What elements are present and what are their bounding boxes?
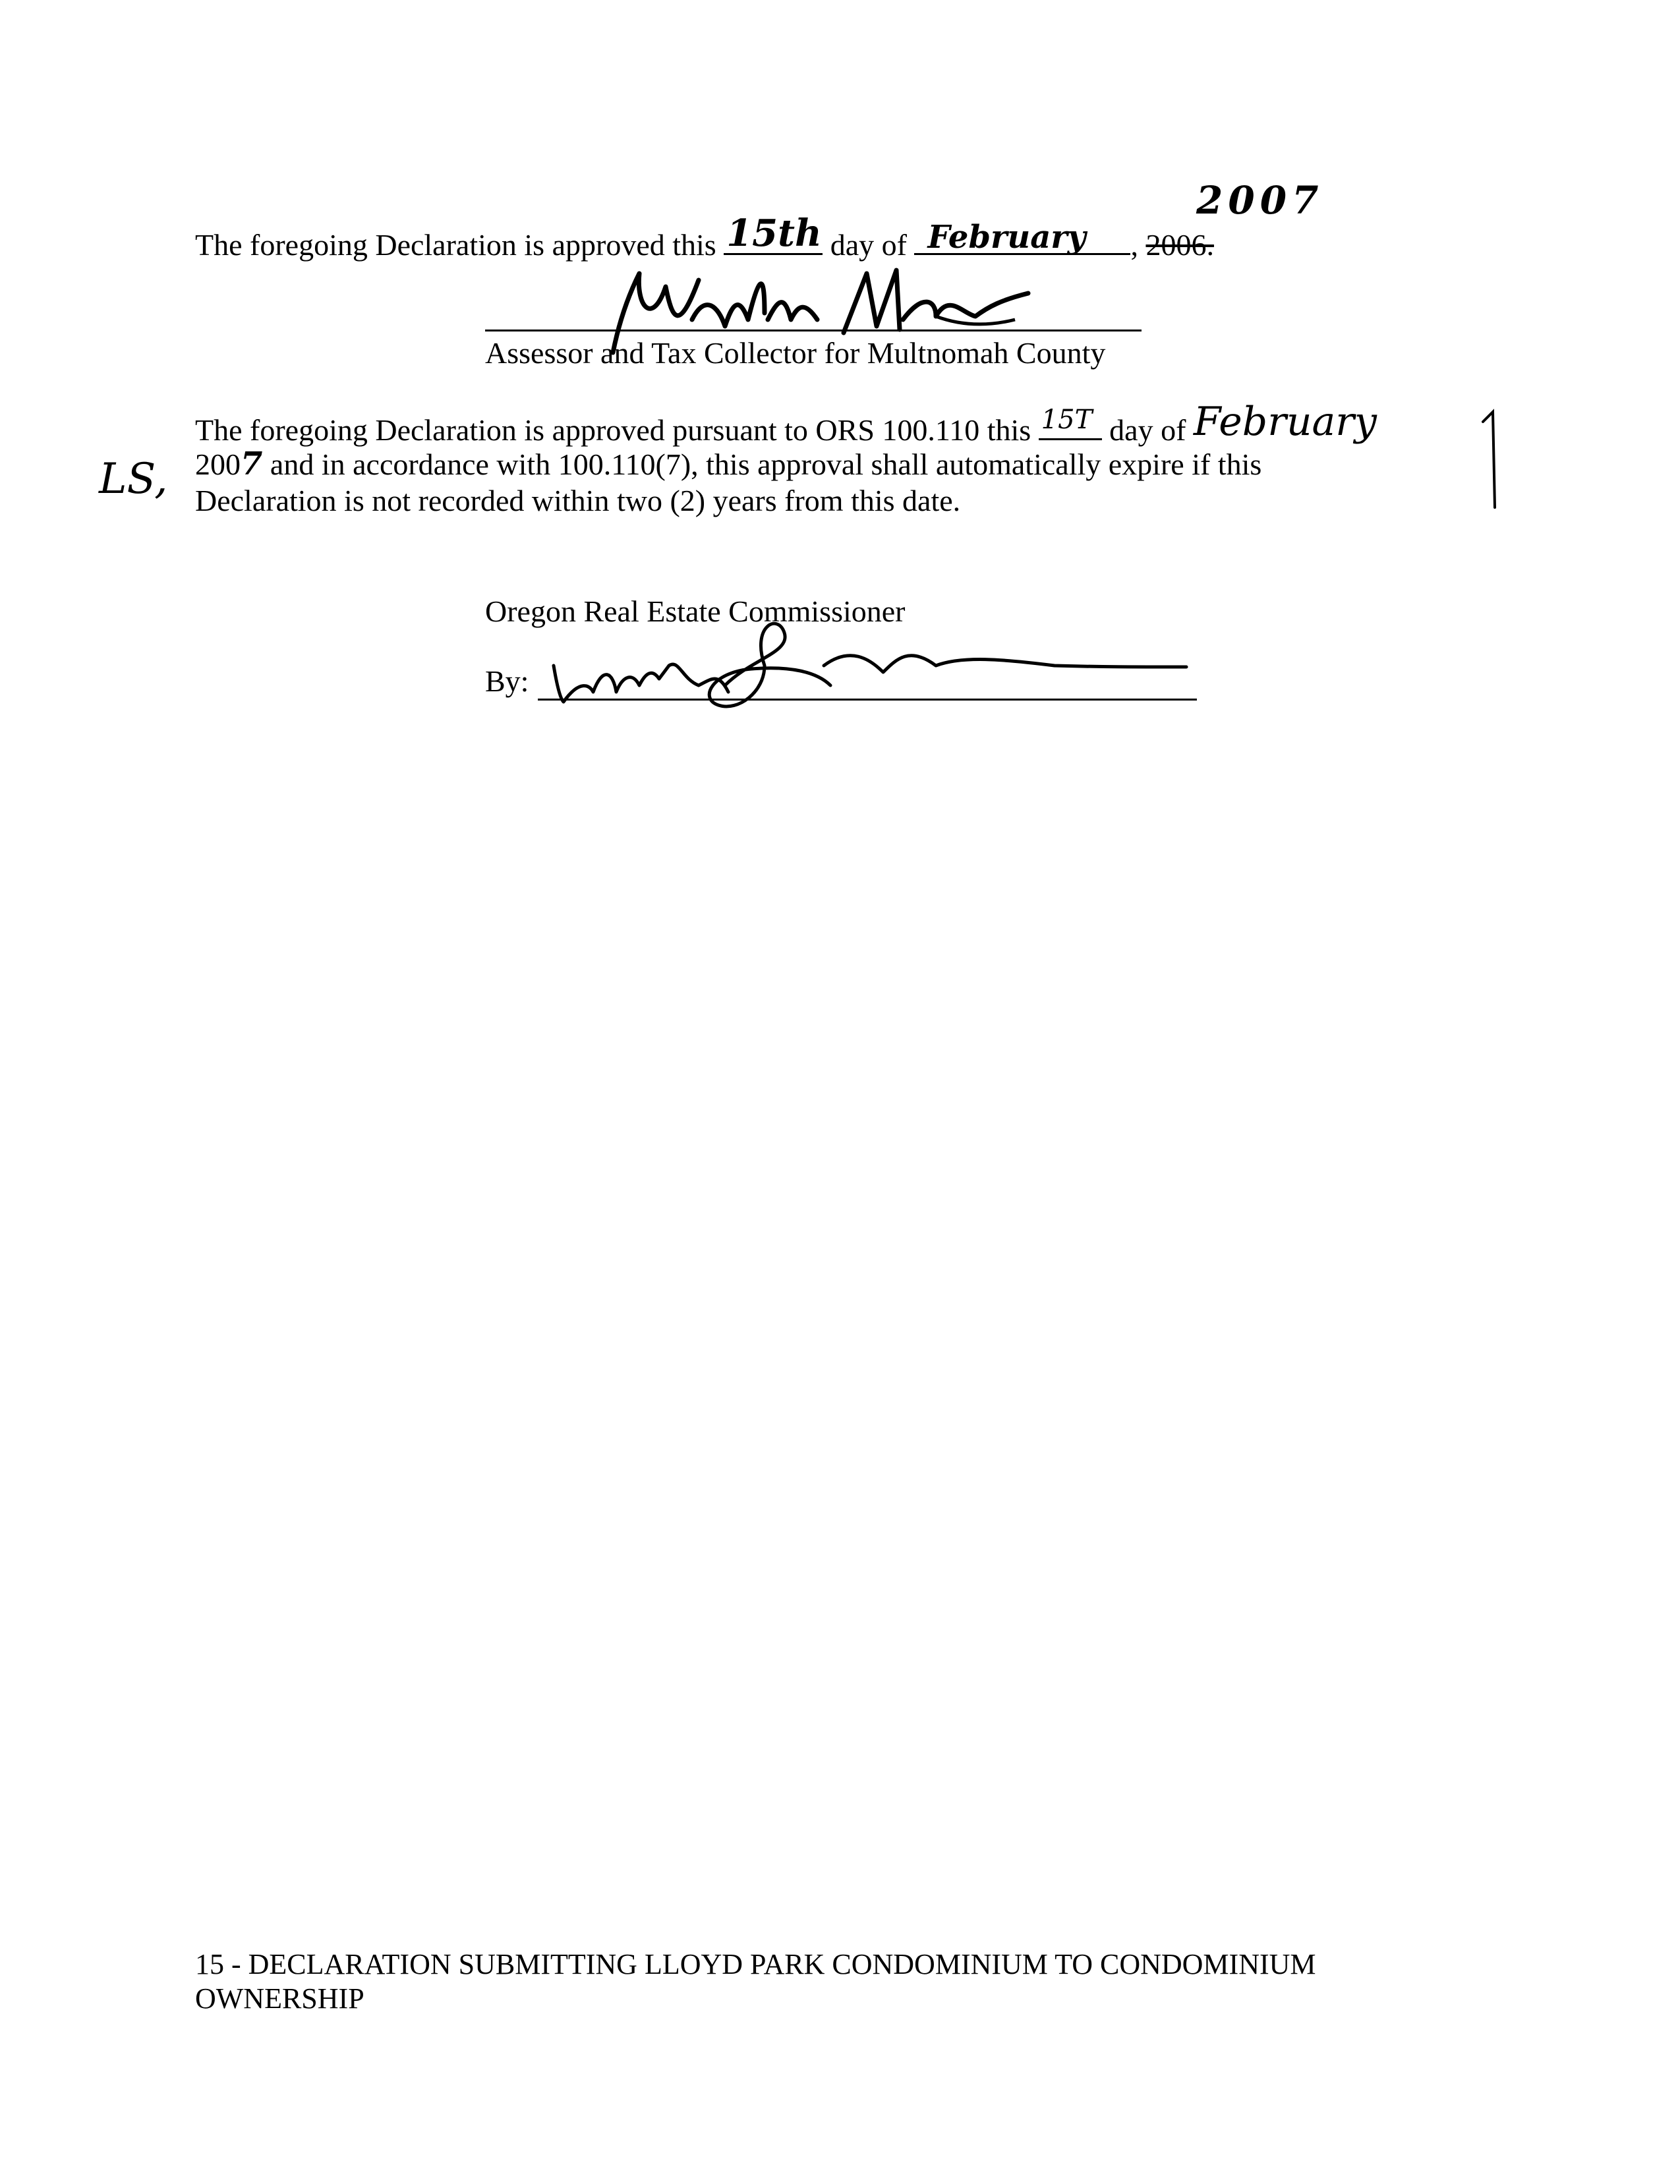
commissioner-day-of-text: day of: [1109, 413, 1186, 447]
assessor-approval-line: The foregoing Declaration is approved this 15th day of February , 2006.: [195, 212, 1214, 262]
footer-line-2: OWNERSHIP: [195, 1982, 364, 2015]
commissioner-approval-line-2: [195, 445, 1261, 483]
commissioner-approval-line-3: Declaration is not recorded within two (2) years from this date.: [195, 484, 961, 517]
assessor-signature-line: [485, 330, 1142, 331]
assessor-day-handwritten: 15th: [726, 212, 822, 255]
margin-initials: LS,: [99, 455, 168, 503]
commissioner-year-handwritten-digit: 7: [241, 445, 263, 482]
page-footer: [195, 1947, 1513, 2016]
commissioner-approval-line-1: [195, 399, 1377, 449]
assessor-title: Assessor and Tax Collector for Multnomah County: [485, 336, 1106, 370]
assessor-month-handwritten: February: [927, 219, 1086, 256]
assessor-day-blank: [724, 212, 823, 255]
commissioner-approval-text-2: and in accordance with 100.110(7), this approval shall automatically expire if this: [270, 447, 1262, 481]
assessor-month-blank: [914, 219, 1130, 256]
commissioner-title: Oregon Real Estate Commissioner: [485, 594, 906, 628]
commissioner-day-blank: [1039, 405, 1102, 440]
assessor-approval-text: The foregoing Declaration is approved this: [195, 228, 716, 262]
commissioner-signature: [540, 593, 1200, 725]
by-label: By:: [485, 664, 529, 698]
commissioner-approval-text-1: The foregoing Declaration is approved pursuant to ORS 100.110 this: [195, 413, 1031, 447]
commissioner-month-handwritten: February: [1193, 399, 1377, 445]
assessor-year-struck: 2006.: [1145, 228, 1214, 262]
margin-bracket: [1476, 409, 1503, 514]
commissioner-year-prefix: 200: [195, 447, 241, 481]
footer-line-1: 15 - DECLARATION SUBMITTING LLOYD PARK CONDOMINIUM TO CONDOMINIUM: [195, 1948, 1316, 1980]
handwritten-year: 2007: [1196, 178, 1324, 223]
commissioner-day-handwritten: 15T: [1041, 405, 1093, 435]
assessor-day-of-text: day of: [830, 228, 907, 262]
